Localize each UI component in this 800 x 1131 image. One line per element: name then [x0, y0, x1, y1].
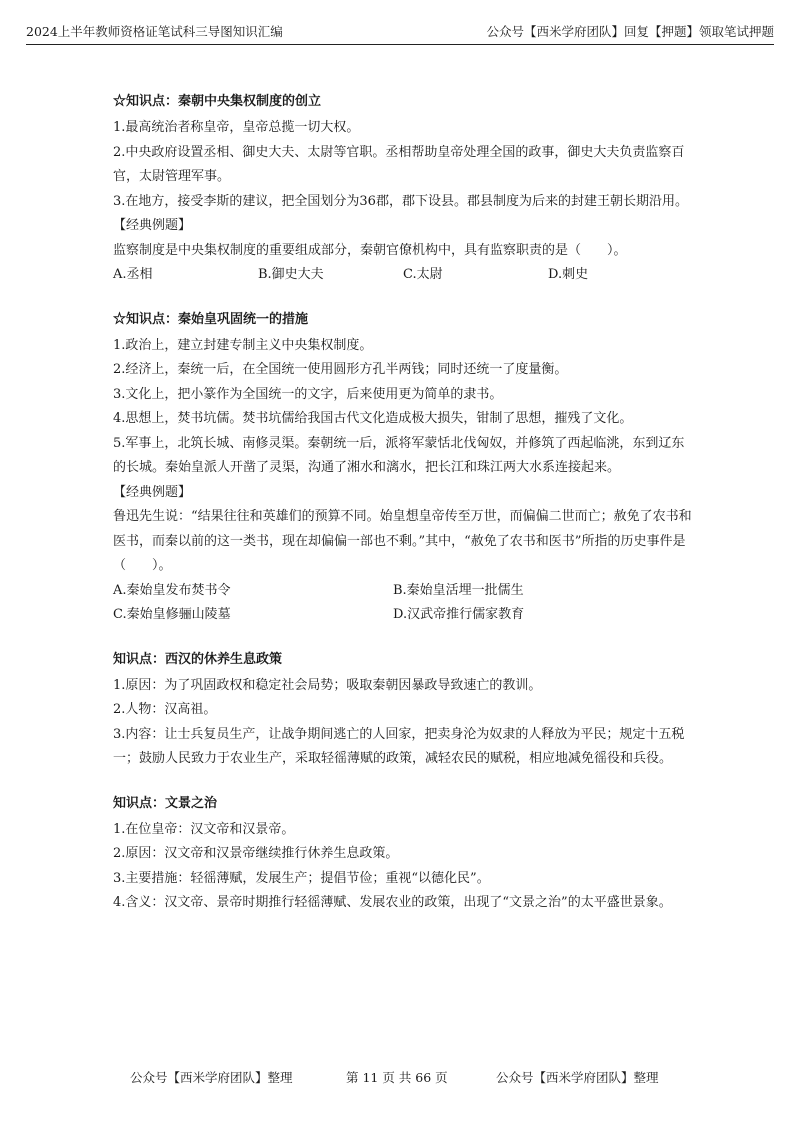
- knowledge-item: 2.中央政府设置丞相、御史大夫、太尉等官职。丞相帮助皇帝处理全国的政事，御史大夫负责监察百官，太尉管理军事。: [113, 144, 685, 184]
- knowledge-item: 2.经济上，秦统一后，在全国统一使用圆形方孔半两钱；同时还统一了度量衡。: [113, 362, 568, 377]
- knowledge-item: 5.军事上，北筑长城、南修灵渠。秦朝统一后，派将军蒙恬北伐匈奴，并修筑了西起临洮，东到辽东的长城。秦始皇派人开凿了灵渠，沟通了湘水和漓水，把长江和珠江两大水系连接起来。: [113, 435, 685, 475]
- knowledge-item: 1.政治上，建立封建专制主义中央集权制度。: [113, 337, 373, 353]
- knowledge-item: 4.含义：汉文帝、景帝时期推行轻徭薄赋、发展农业的政策，出现了“文景之治”的太平盛世景象。: [113, 895, 672, 910]
- header-title: 2024上半年教师资格证笔试科三导图知识汇编: [26, 24, 283, 39]
- header-promo: 公众号【西米学府团队】回复【押题】领取笔试押题: [486, 24, 774, 39]
- answer-options-row-1: [113, 579, 693, 604]
- answer-options: [113, 263, 693, 288]
- knowledge-item: 2.人物：汉高祖。: [113, 702, 217, 717]
- option-a: A.丞相: [113, 267, 153, 282]
- section-title: 知识点：西汉的休养生息政策: [113, 651, 283, 667]
- option-b: B.秦始皇活埋一批儒生: [393, 582, 524, 598]
- footer-left: 公众号【西米学府团队】整理: [130, 1070, 293, 1085]
- section-title: 知识点：文景之治: [113, 795, 218, 811]
- option-a: A.秦始皇发布焚书令: [113, 582, 231, 598]
- example-label: 【经典例题】: [113, 484, 192, 500]
- knowledge-item: 2.原因：汉文帝和汉景帝继续推行休养生息政策。: [113, 846, 399, 861]
- section-qin-centralization: [113, 92, 693, 288]
- section-title: ☆知识点：秦朝中央集权制度的创立: [113, 94, 322, 109]
- option-c: C.太尉: [403, 267, 443, 282]
- answer-options-row-2: [113, 603, 693, 628]
- knowledge-item: 3.文化上，把小篆作为全国统一的文字，后来使用更为简单的隶书。: [113, 386, 503, 402]
- page-number: 第 11 页 共 66 页: [346, 1070, 448, 1085]
- example-label: 【经典例题】: [113, 218, 192, 233]
- knowledge-item: 3.内容：让士兵复员生产，让战争期间逃亡的人回家，把卖身沦为奴隶的人释放为平民；规定十五税一；鼓励人民致力于农业生产，采取轻徭薄赋的政策，减轻农民的赋税，相应地减免徭役和兵役。: [113, 726, 685, 766]
- option-d: D.刺史: [548, 267, 589, 282]
- knowledge-item: 1.原因：为了巩固政权和稳定社会局势；吸取秦朝因暴政导致速亡的教训。: [113, 677, 542, 693]
- example-question: 监察制度是中央集权制度的重要组成部分，秦朝官僚机构中，具有监察职责的是（ ）。: [113, 242, 627, 258]
- section-western-han-recovery: [113, 650, 693, 772]
- footer-right: 公众号【西米学府团队】整理: [496, 1070, 659, 1085]
- knowledge-item: 3.主要措施：轻徭薄赋，发展生产；提倡节俭；重视“以德化民”。: [113, 870, 490, 886]
- knowledge-item: 4.思想上，焚书坑儒。焚书坑儒给我国古代文化造成极大损失，钳制了思想，摧残了文化。: [113, 411, 633, 426]
- example-question: 鲁迅先生说：“结果往往和英雄们的预算不同。始皇想皇帝传至万世，而偏偏二世而亡；赦免了农书和医书，而秦以前的这一类书，现在却偏偏一部也不剩。”其中，“赦免了农书和医书”所指的历史事件是（ ）。: [113, 509, 692, 573]
- section-title: ☆知识点：秦始皇巩固统一的措施: [113, 311, 309, 327]
- option-d: D.汉武帝推行儒家教育: [393, 607, 525, 622]
- knowledge-item: 1.最高统治者称皇帝，皇帝总揽一切大权。: [113, 120, 360, 135]
- option-b: B.御史大夫: [258, 267, 324, 282]
- section-wenjing-rule: [113, 794, 693, 916]
- document-body: [113, 92, 693, 916]
- section-qin-unification-measures: [113, 310, 693, 628]
- knowledge-item: 3.在地方，接受李斯的建议，把全国划分为36郡，郡下设县。郡县制度为后来的封建王朝长期沿用。: [113, 193, 688, 209]
- page-header: [26, 22, 774, 45]
- option-c: C.秦始皇修骊山陵墓: [113, 607, 231, 622]
- knowledge-item: 1.在位皇帝：汉文帝和汉景帝。: [113, 821, 295, 837]
